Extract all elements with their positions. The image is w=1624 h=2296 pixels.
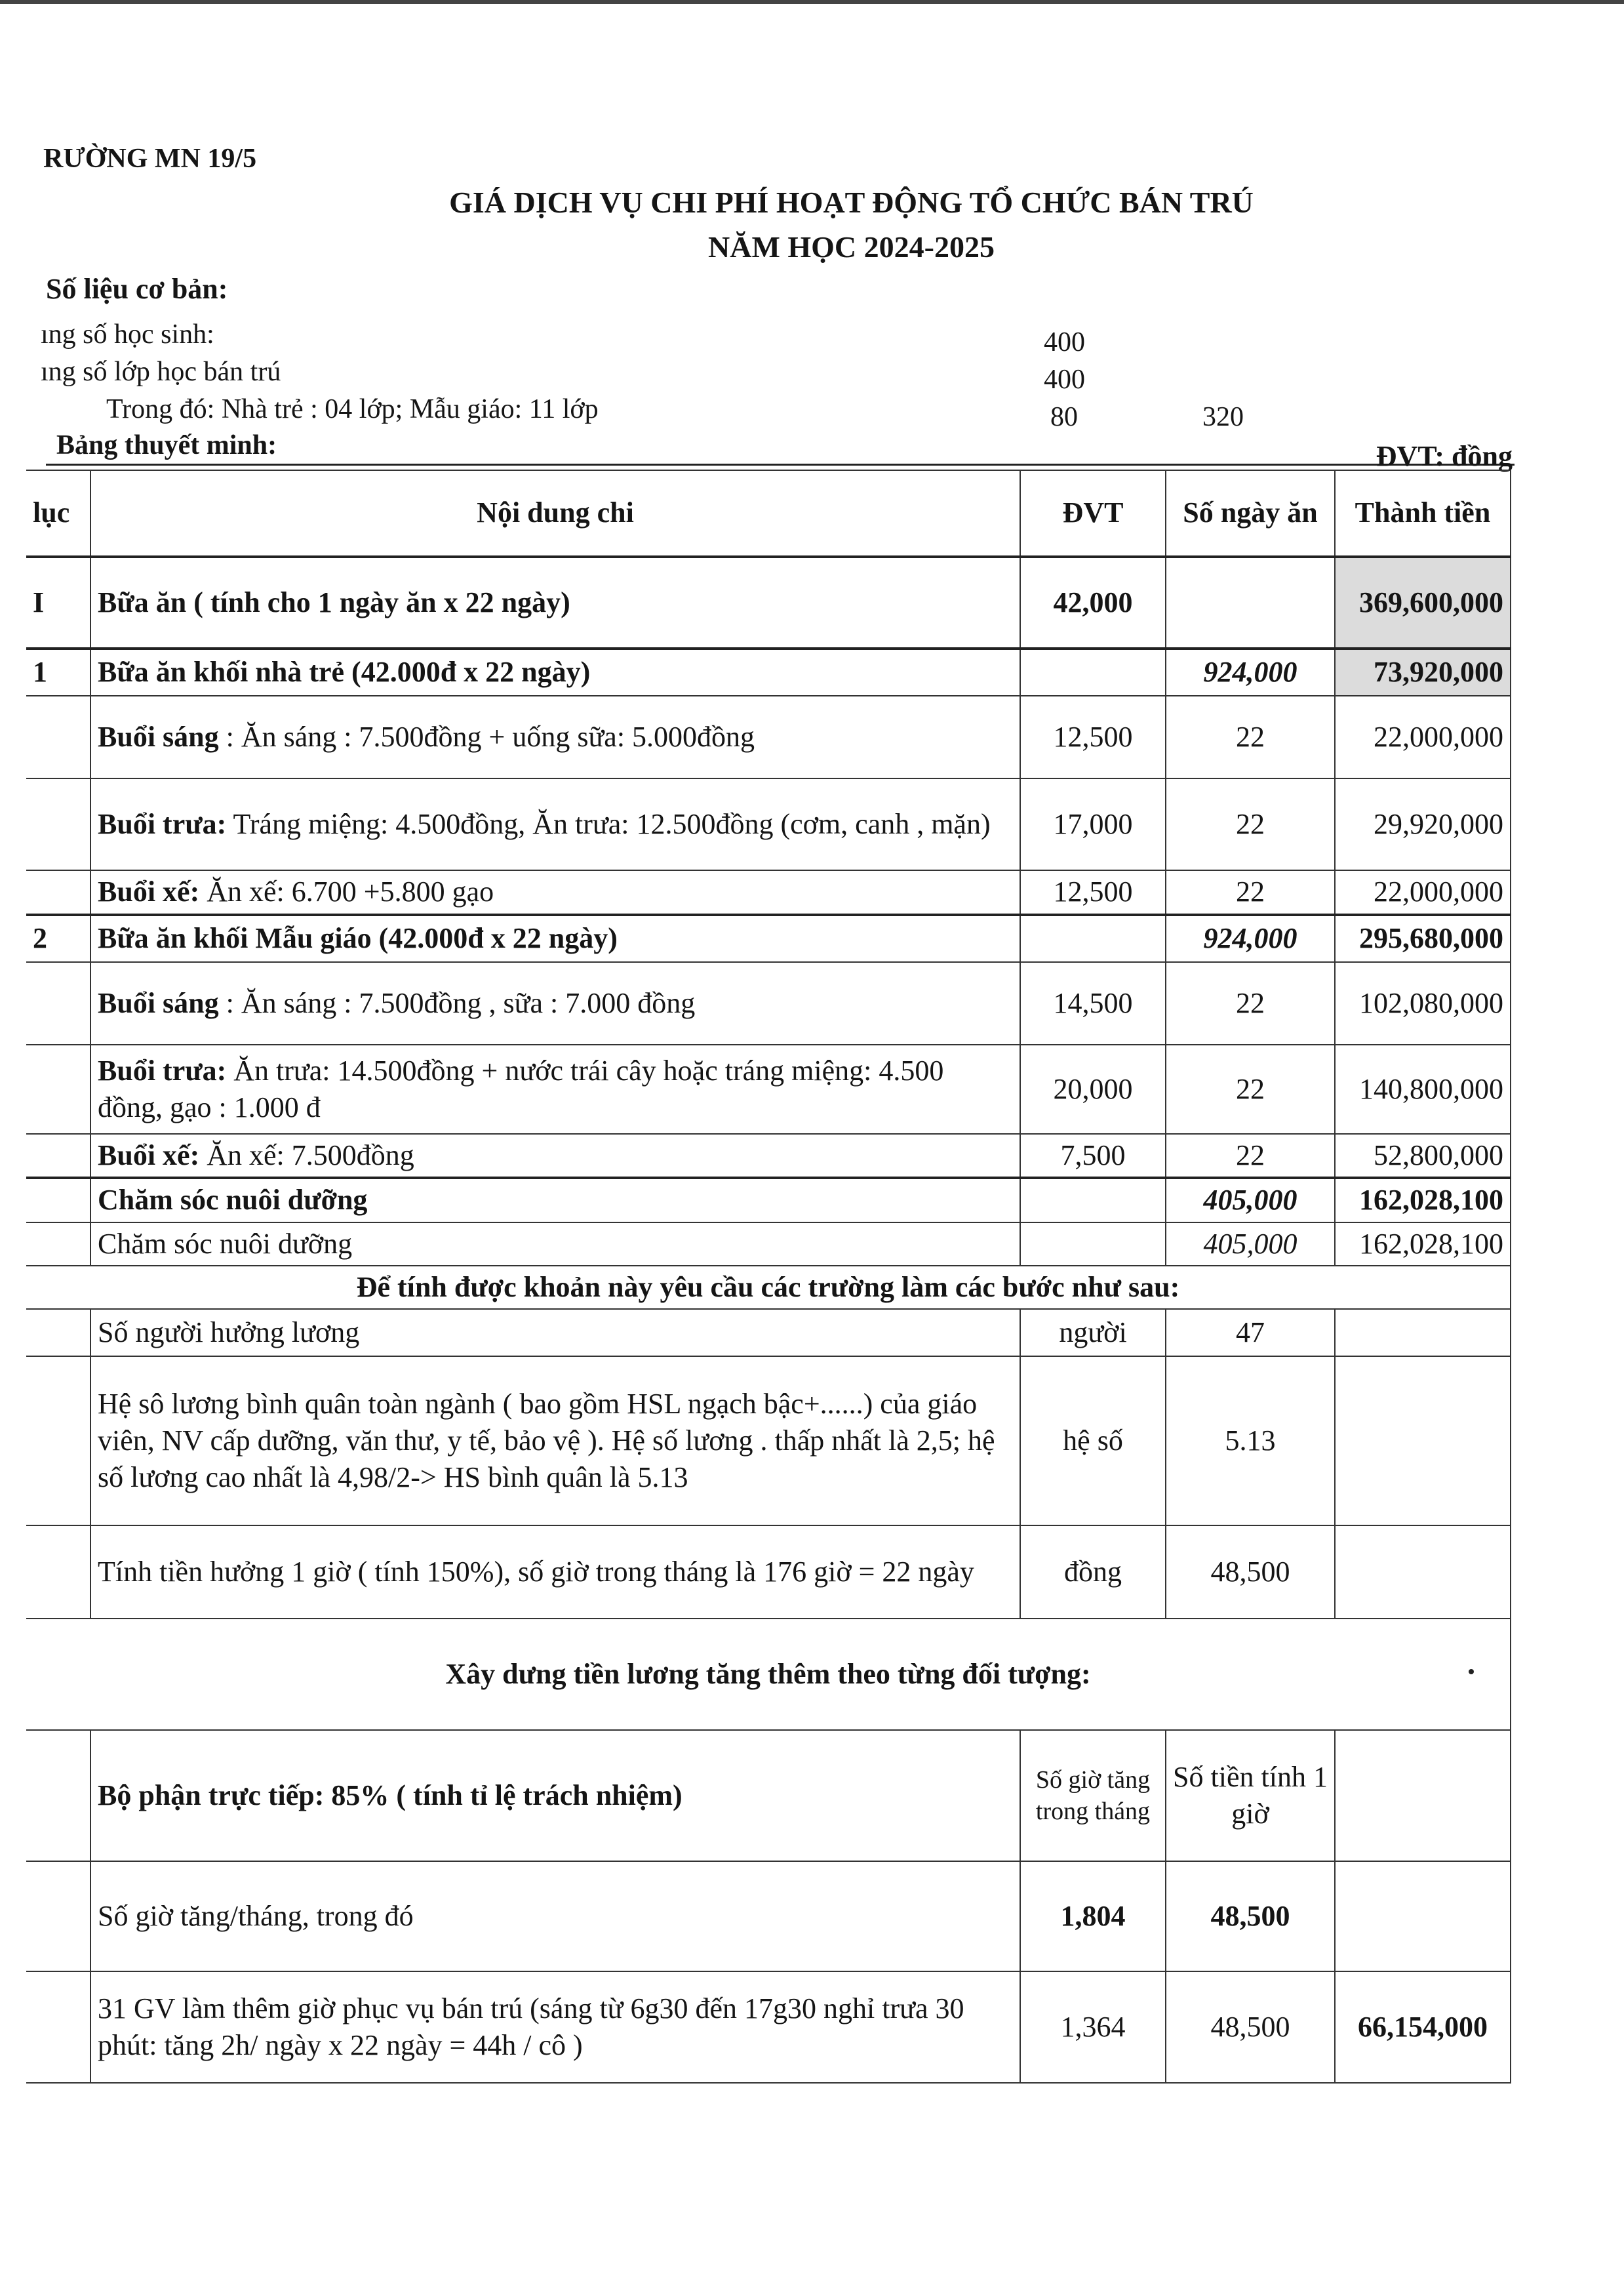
row-index bbox=[26, 778, 90, 870]
step-dvt: người bbox=[1020, 1309, 1166, 1356]
steps-heading-row bbox=[26, 1266, 1511, 1309]
row-amount: 369,600,000 bbox=[1335, 557, 1511, 649]
row-dvt: 20,000 bbox=[1020, 1045, 1166, 1134]
row-index bbox=[26, 1222, 90, 1266]
salary-header-row bbox=[26, 1730, 1511, 1861]
meal-detail: Ăn xế: 6.700 +5.800 gạo bbox=[199, 876, 494, 908]
row-amount: 295,680,000 bbox=[1335, 915, 1511, 962]
step-row bbox=[26, 1356, 1511, 1525]
row-days bbox=[1166, 557, 1335, 649]
header-content: Nội dung chi bbox=[90, 470, 1020, 557]
step-row bbox=[26, 1525, 1511, 1619]
salary-content: Số giờ tăng/tháng, trong đó bbox=[90, 1861, 1020, 1971]
row-dvt bbox=[1020, 915, 1166, 962]
step-index bbox=[26, 1525, 90, 1619]
row-content: Bữa ăn khối nhà trẻ (42.000đ x 22 ngày) bbox=[90, 649, 1020, 696]
step-index bbox=[26, 1356, 90, 1525]
explanation-underline bbox=[46, 464, 1515, 466]
row-amount: 73,920,000 bbox=[1335, 649, 1511, 696]
top-border-line bbox=[0, 0, 1624, 4]
row-dvt bbox=[1020, 649, 1166, 696]
row-content: Bữa ăn khối Mẫu giáo (42.000đ x 22 ngày) bbox=[90, 915, 1020, 962]
row-dvt: 7,500 bbox=[1020, 1134, 1166, 1178]
row-dvt: 12,500 bbox=[1020, 870, 1166, 915]
meal-label: Buổi xế: bbox=[98, 876, 200, 908]
row-dvt: 14,500 bbox=[1020, 962, 1166, 1045]
row-amount: 52,800,000 bbox=[1335, 1134, 1511, 1178]
info-value-kindergarten: 320 bbox=[1202, 402, 1244, 432]
info-value-classes: 400 bbox=[1044, 365, 1085, 395]
table-row bbox=[26, 1222, 1511, 1266]
document-title: GIÁ DỊCH VỤ CHI PHÍ HOẠT ĐỘNG TỔ CHỨC BÁN TRÚ bbox=[449, 186, 1254, 219]
row-content bbox=[90, 962, 1020, 1045]
row-days: 924,000 bbox=[1166, 915, 1335, 962]
header-index: lục bbox=[26, 470, 90, 557]
row-dvt bbox=[1020, 1222, 1166, 1266]
row-index bbox=[26, 1178, 90, 1222]
row-dvt: 12,500 bbox=[1020, 696, 1166, 778]
salary-amount bbox=[1335, 1861, 1511, 1971]
table-row bbox=[26, 557, 1511, 649]
row-content bbox=[90, 1045, 1020, 1134]
meal-label: Buổi trưa: bbox=[98, 1054, 227, 1087]
row-content bbox=[90, 778, 1020, 870]
row-content bbox=[90, 696, 1020, 778]
salary-amount: 66,154,000 bbox=[1335, 1971, 1511, 2083]
table-header-row bbox=[26, 470, 1511, 557]
header-dvt: ĐVT bbox=[1020, 470, 1166, 557]
row-index bbox=[26, 870, 90, 915]
meal-detail: : Ăn sáng : 7.500đồng , sữa : 7.000 đồng bbox=[218, 986, 696, 1019]
meal-detail: Ăn xế: 7.500đồng bbox=[199, 1139, 414, 1171]
row-dvt: 17,000 bbox=[1020, 778, 1166, 870]
row-content bbox=[90, 870, 1020, 915]
table-row bbox=[26, 649, 1511, 696]
header-amount: Thành tiền bbox=[1335, 470, 1511, 557]
school-name: RƯỜNG MN 19/5 bbox=[43, 144, 257, 174]
row-index bbox=[26, 962, 90, 1045]
table-row bbox=[26, 1045, 1511, 1134]
row-dvt bbox=[1020, 1178, 1166, 1222]
row-days: 924,000 bbox=[1166, 649, 1335, 696]
table-row bbox=[26, 1134, 1511, 1178]
step-value: 5.13 bbox=[1166, 1356, 1335, 1525]
step-content: Số người hưởng lương bbox=[90, 1309, 1020, 1356]
header-days: Số ngày ăn bbox=[1166, 470, 1335, 557]
meal-detail: Ăn trưa: 14.500đồng + nước trái cây hoặc tráng miệng: 4.500 đồng, gạo : 1.000 đ bbox=[98, 1054, 944, 1123]
step-value: 48,500 bbox=[1166, 1525, 1335, 1619]
step-amount bbox=[1335, 1356, 1511, 1525]
row-days: 22 bbox=[1166, 778, 1335, 870]
step-content: Hệ sô lương bình quân toàn ngành ( bao gồm HSL ngạch bậc+......) của giáo viên, NV cấp dưỡng, văn thư, y tế, bảo vệ ). Hệ số lương . thấp nhất là 2,5; hệ số lương cao nhất là 4,98/2-> HS bình quân là 5.13 bbox=[90, 1356, 1020, 1525]
explanation-heading: Bảng thuyết minh: bbox=[56, 430, 277, 460]
salary-header-amount bbox=[1335, 1730, 1511, 1861]
table-row bbox=[26, 915, 1511, 962]
table-row bbox=[26, 1178, 1511, 1222]
row-amount: 29,920,000 bbox=[1335, 778, 1511, 870]
row-index bbox=[26, 1134, 90, 1178]
row-days: 22 bbox=[1166, 1134, 1335, 1178]
meal-detail: : Ăn sáng : 7.500đồng + uống sữa: 5.000đồng bbox=[218, 720, 755, 753]
meal-label: Buổi sáng bbox=[98, 986, 219, 1019]
salary-content: 31 GV làm thêm giờ phục vụ bán trú (sáng từ 6g30 đến 17g30 nghỉ trưa 30 phút: tăng 2h/ ngày x 22 ngày = 44h / cô ) bbox=[90, 1971, 1020, 2083]
row-days: 405,000 bbox=[1166, 1178, 1335, 1222]
salary-rate: 48,500 bbox=[1166, 1861, 1335, 1971]
row-amount: 22,000,000 bbox=[1335, 870, 1511, 915]
steps-heading: Để tính được khoản này yêu cầu các trường làm các bước như sau: bbox=[26, 1266, 1511, 1309]
row-dvt: 42,000 bbox=[1020, 557, 1166, 649]
row-index: 2 bbox=[26, 915, 90, 962]
step-value: 47 bbox=[1166, 1309, 1335, 1356]
info-label-breakdown: Trong đó: Nhà trẻ : 04 lớp; Mẫu giáo: 11 lớp bbox=[106, 394, 599, 424]
salary-heading-row bbox=[26, 1619, 1511, 1730]
salary-rate: 48,500 bbox=[1166, 1971, 1335, 2083]
unit-note: ĐVT: đồng bbox=[1376, 440, 1513, 472]
info-value-students: 400 bbox=[1044, 327, 1085, 357]
step-dvt: đồng bbox=[1020, 1525, 1166, 1619]
row-content: Chăm sóc nuôi dưỡng bbox=[90, 1178, 1020, 1222]
document-subtitle: NĂM HỌC 2024-2025 bbox=[708, 230, 995, 264]
step-index bbox=[26, 1309, 90, 1356]
info-value-nursery: 80 bbox=[1050, 402, 1078, 432]
salary-header-rate: Số tiền tính 1 giờ bbox=[1166, 1730, 1335, 1861]
row-days: 22 bbox=[1166, 870, 1335, 915]
table-row bbox=[26, 778, 1511, 870]
row-index: I bbox=[26, 557, 90, 649]
row-amount: 140,800,000 bbox=[1335, 1045, 1511, 1134]
salary-row bbox=[26, 1971, 1511, 2083]
step-amount bbox=[1335, 1309, 1511, 1356]
row-amount: 162,028,100 bbox=[1335, 1222, 1511, 1266]
salary-hours: 1,804 bbox=[1020, 1861, 1166, 1971]
salary-index bbox=[26, 1861, 90, 1971]
row-days: 405,000 bbox=[1166, 1222, 1335, 1266]
row-amount: 162,028,100 bbox=[1335, 1178, 1511, 1222]
salary-header-hours: Số giờ tăng trong tháng bbox=[1020, 1730, 1166, 1861]
salary-index bbox=[26, 1971, 90, 2083]
info-label-classes: ıng số lớp học bán trú bbox=[41, 357, 281, 387]
table-row bbox=[26, 962, 1511, 1045]
expense-table bbox=[26, 470, 1511, 2084]
info-label-students: ıng số học sinh: bbox=[41, 319, 214, 350]
row-index bbox=[26, 696, 90, 778]
row-index: 1 bbox=[26, 649, 90, 696]
row-index bbox=[26, 1045, 90, 1134]
step-content: Tính tiền hưởng 1 giờ ( tính 150%), số giờ trong tháng là 176 giờ = 22 ngày bbox=[90, 1525, 1020, 1619]
row-content: Bữa ăn ( tính cho 1 ngày ăn x 22 ngày) bbox=[90, 557, 1020, 649]
meal-label: Buổi sáng bbox=[98, 720, 219, 753]
salary-index bbox=[26, 1730, 90, 1861]
table-row bbox=[26, 696, 1511, 778]
meal-label: Buổi trưa: bbox=[98, 807, 227, 840]
row-content: Chăm sóc nuôi dưỡng bbox=[90, 1222, 1020, 1266]
salary-heading: Xây dưng tiền lương tăng thêm theo từng đối tượng: bbox=[26, 1619, 1511, 1730]
salary-hours: 1,364 bbox=[1020, 1971, 1166, 2083]
meal-label: Buổi xế: bbox=[98, 1139, 200, 1171]
table-row bbox=[26, 870, 1511, 915]
step-row bbox=[26, 1309, 1511, 1356]
row-amount: 22,000,000 bbox=[1335, 696, 1511, 778]
row-amount: 102,080,000 bbox=[1335, 962, 1511, 1045]
step-amount bbox=[1335, 1525, 1511, 1619]
basic-data-heading: Số liệu cơ bản: bbox=[46, 273, 228, 305]
meal-detail: Tráng miệng: 4.500đồng, Ăn trưa: 12.500đồng (cơm, canh , mặn) bbox=[226, 807, 991, 840]
row-days: 22 bbox=[1166, 696, 1335, 778]
salary-header-content: Bộ phận trực tiếp: 85% ( tính tỉ lệ trách nhiệm) bbox=[90, 1730, 1020, 1861]
row-days: 22 bbox=[1166, 962, 1335, 1045]
row-days: 22 bbox=[1166, 1045, 1335, 1134]
step-dvt: hệ số bbox=[1020, 1356, 1166, 1525]
stray-dot-mark bbox=[1469, 1669, 1474, 1674]
salary-row bbox=[26, 1861, 1511, 1971]
row-content bbox=[90, 1134, 1020, 1178]
